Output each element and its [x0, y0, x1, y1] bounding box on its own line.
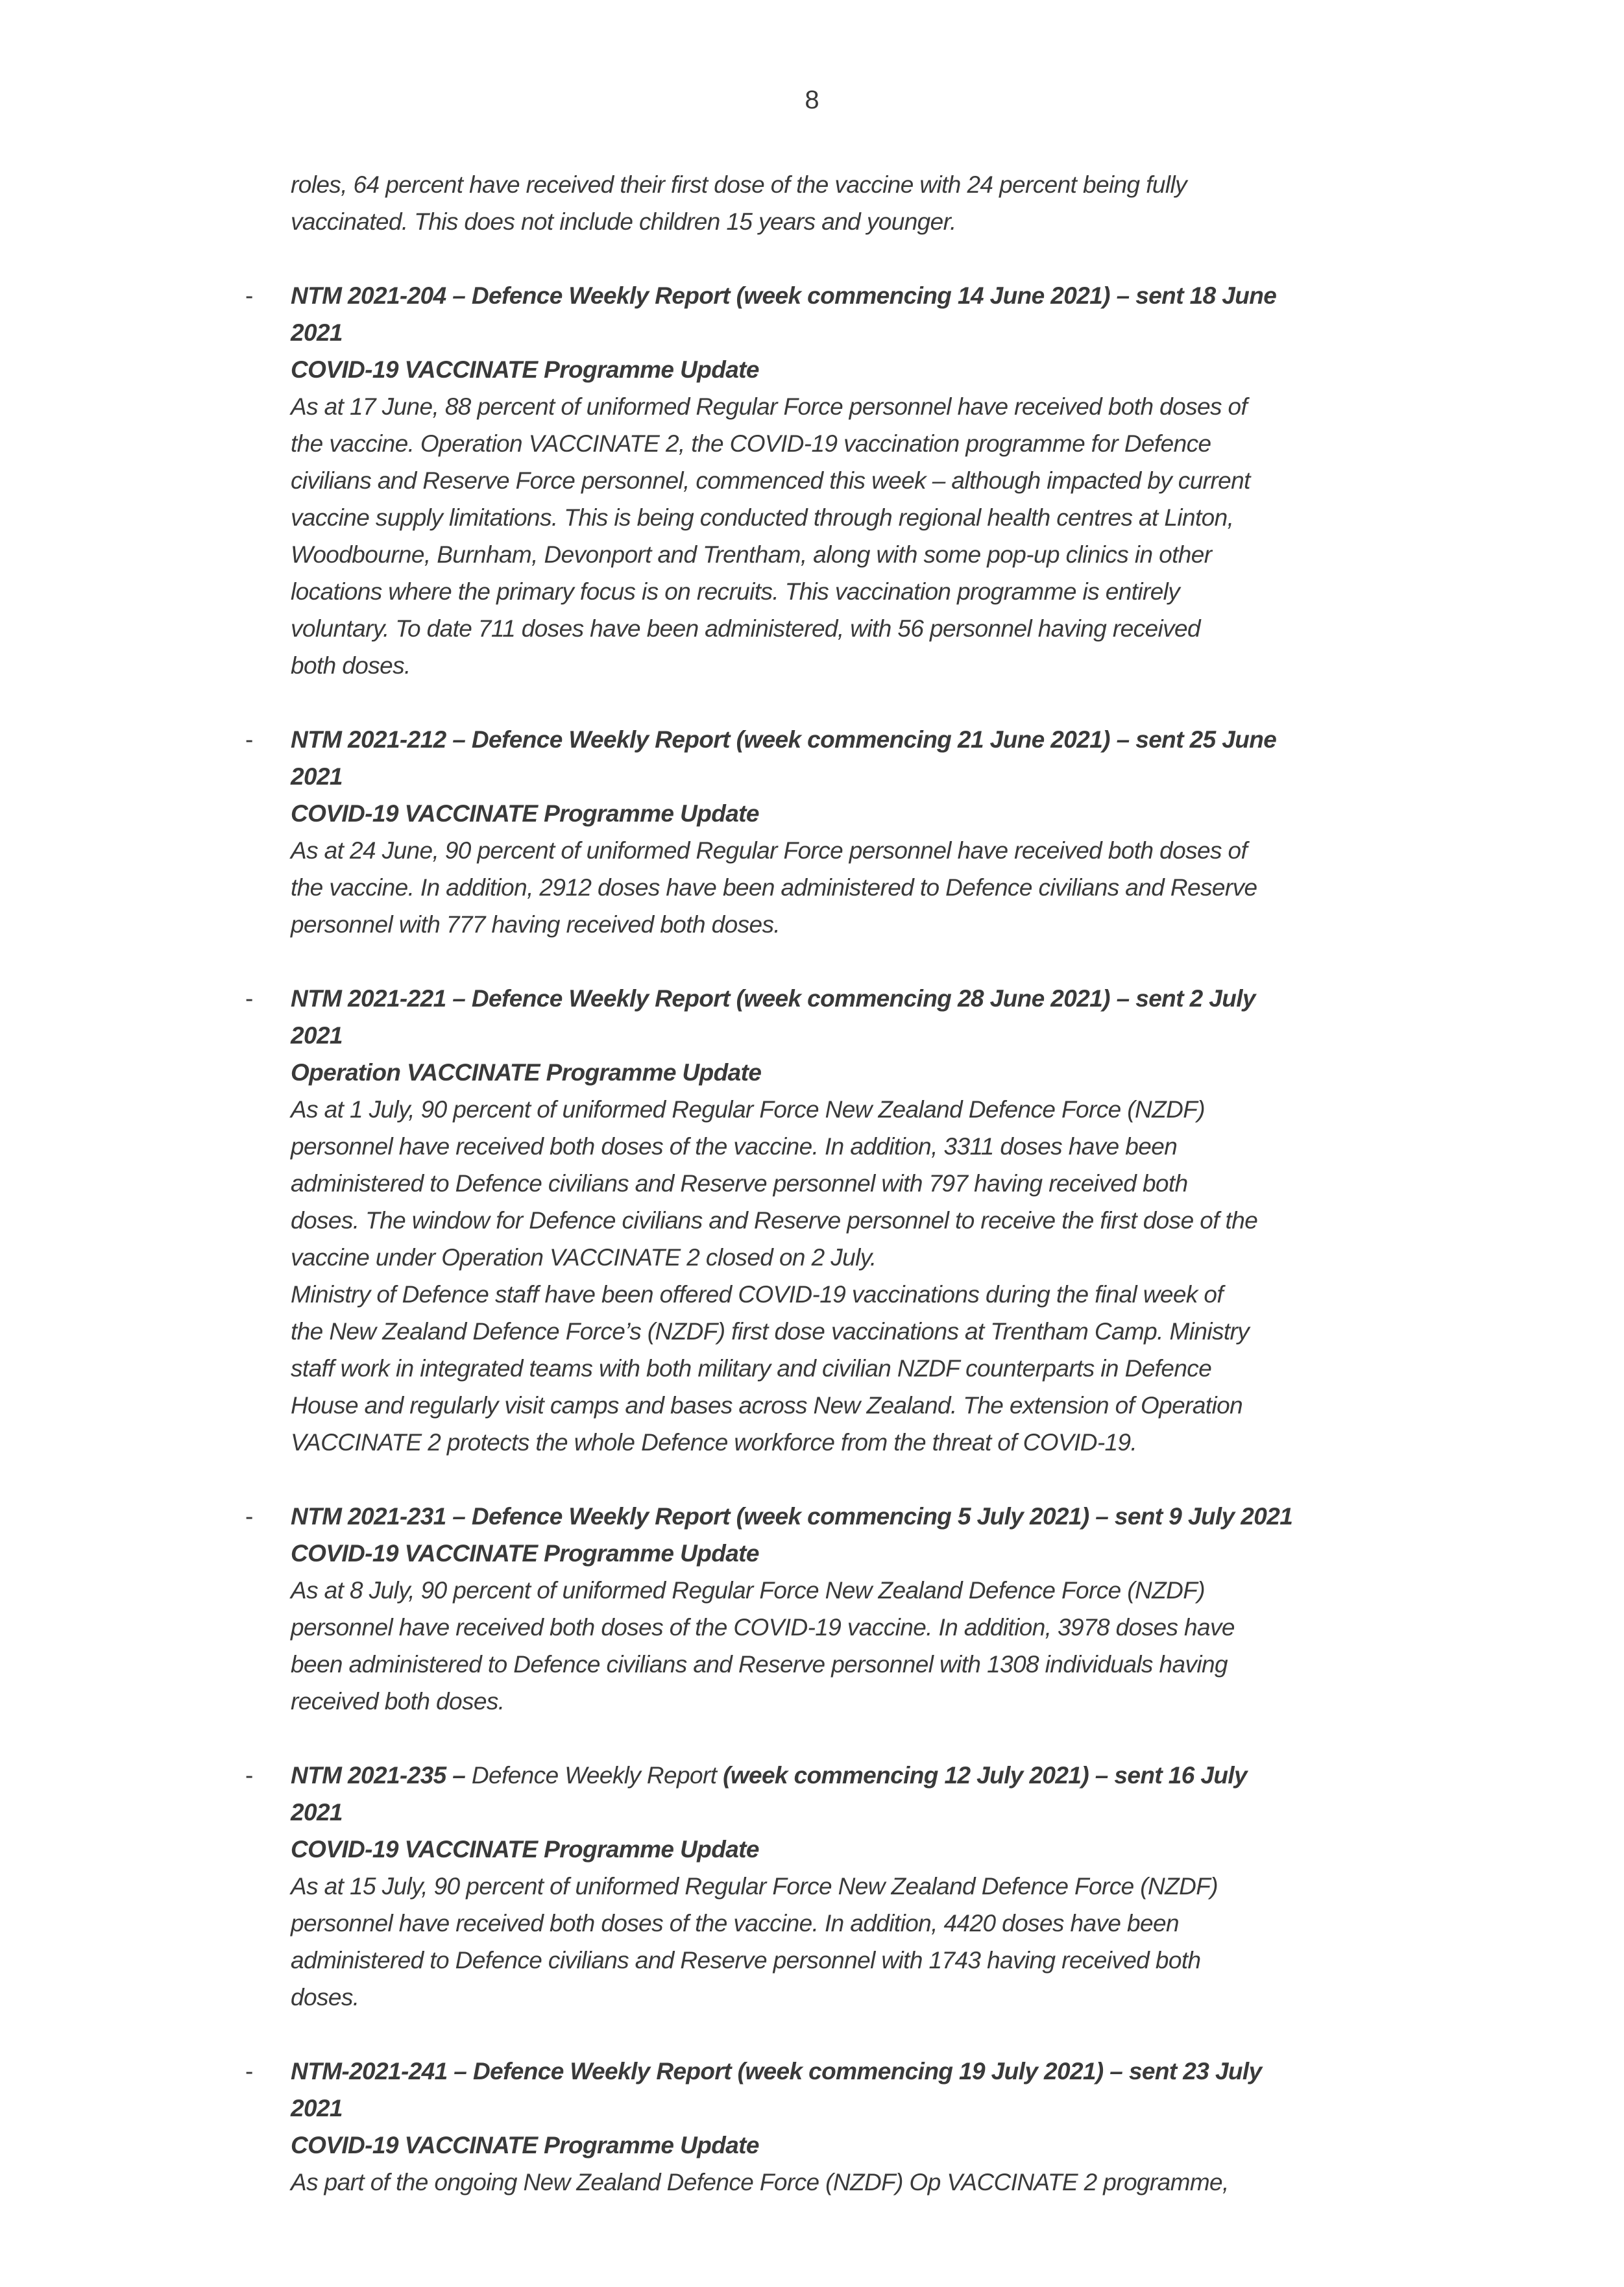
heading-segment: NTM 2021-231 – Defence Weekly Report (week commencing 5 July 2021) – sent 9 July 2021: [291, 1503, 1293, 1530]
body-line: As at 15 July, 90 percent of uniformed Regular Force New Zealand Defence Force (NZDF): [291, 1873, 1218, 1900]
body-line: locations where the primary focus is on recruits. This vaccination programme is entirely: [291, 578, 1180, 605]
spacer: [291, 1720, 1459, 1757]
spacer: [291, 2016, 1459, 2053]
bullet-dash: -: [245, 1503, 254, 1530]
heading-segment: 2021: [291, 1022, 343, 1049]
body-line: vaccine supply limitations. This is being conducted through regional health centres at Linton,: [291, 504, 1234, 531]
spacer: [291, 240, 1459, 277]
heading-segment: (week commencing 12 July 2021) – sent 16 July: [723, 1762, 1248, 1789]
heading-segment: NTM 2021-212 – Defence Weekly Report (week commencing 21 June 2021) – sent 25 June: [291, 726, 1277, 753]
entry-heading-line: [291, 1017, 1459, 1054]
heading-segment: Defence Weekly Report: [465, 1762, 723, 1789]
entry-subheading: COVID-19 VACCINATE Programme Update: [291, 1836, 759, 1863]
bullet-dash: -: [245, 726, 254, 753]
body-line: the vaccine. In addition, 2912 doses have been administered to Defence civilians and Reserve: [291, 874, 1257, 901]
body-line: Woodbourne, Burnham, Devonport and Trentham, along with some pop-up clinics in other: [291, 541, 1212, 568]
report-entry: [245, 277, 1459, 684]
heading-segment: NTM 2021-235 –: [291, 1762, 466, 1789]
report-entry: [245, 980, 1459, 1461]
entry-subheading: COVID-19 VACCINATE Programme Update: [291, 2132, 759, 2159]
report-entry: [245, 2053, 1459, 2201]
heading-segment: 2021: [291, 2095, 343, 2122]
body-line: As at 17 June, 88 percent of uniformed Regular Force personnel have received both doses of: [291, 393, 1248, 420]
entry-subheading: COVID-19 VACCINATE Programme Update: [291, 800, 759, 827]
entry-heading-line: [291, 980, 1459, 1017]
body-line: received both doses.: [291, 1688, 505, 1715]
report-entry: [245, 1498, 1459, 1720]
page-number: 8: [805, 86, 819, 114]
heading-segment: 2021: [291, 319, 343, 346]
body-line: VACCINATE 2 protects the whole Defence workforce from the threat of COVID-19.: [291, 1429, 1137, 1456]
entry-subheading: COVID-19 VACCINATE Programme Update: [291, 1540, 759, 1567]
entry-heading-line: [291, 277, 1459, 314]
entry-heading-line: [291, 2053, 1459, 2090]
bullet-dash: -: [245, 282, 254, 309]
entry-subheading: Operation VACCINATE Programme Update: [291, 1059, 762, 1086]
heading-segment: NTM 2021-221 – Defence Weekly Report (week commencing 28 June 2021) – sent 2 July: [291, 985, 1255, 1012]
heading-segment: NTM-2021-241 – Defence Weekly Report (week commencing 19 July 2021) – sent 23 July: [291, 2058, 1262, 2085]
body-line: personnel with 777 having received both doses.: [291, 911, 781, 938]
body-line: As part of the ongoing New Zealand Defence Force (NZDF) Op VACCINATE 2 programme,: [291, 2169, 1229, 2195]
bullet-dash: -: [245, 1762, 254, 1789]
body-line: vaccinated. This does not include children 15 years and younger.: [291, 208, 956, 235]
heading-segment: 2021: [291, 763, 343, 790]
body-line: administered to Defence civilians and Reserve personnel with 797 having received both: [291, 1170, 1188, 1197]
body-line: voluntary. To date 711 doses have been administered, with 56 personnel having received: [291, 615, 1200, 642]
report-entry: [245, 1757, 1459, 2016]
entry-heading-line: [291, 1498, 1459, 1535]
entry-heading-line: [291, 1794, 1459, 1831]
bullet-dash: -: [245, 2058, 254, 2085]
body-line: the vaccine. Operation VACCINATE 2, the COVID-19 vaccination programme for Defence: [291, 430, 1211, 457]
spacer: [291, 943, 1459, 980]
report-entry: [245, 721, 1459, 943]
body-line: personnel have received both doses of the COVID-19 vaccine. In addition, 3978 doses have: [291, 1614, 1235, 1641]
body-line: roles, 64 percent have received their first dose of the vaccine with 24 percent being fully: [291, 171, 1187, 198]
entry-heading-line: [291, 314, 1459, 351]
bullet-dash: -: [245, 985, 254, 1012]
body-line: both doses.: [291, 652, 411, 679]
body-line: vaccine under Operation VACCINATE 2 closed on 2 July.: [291, 1244, 877, 1271]
entry-subheading: COVID-19 VACCINATE Programme Update: [291, 356, 759, 383]
spacer: [291, 1461, 1459, 1498]
body-line: personnel have received both doses of the vaccine. In addition, 4420 doses have been: [291, 1910, 1179, 1937]
entry-heading-line: [291, 2090, 1459, 2127]
body-line: civilians and Reserve Force personnel, commenced this week – although impacted by current: [291, 467, 1250, 494]
spacer: [291, 684, 1459, 721]
body-line: As at 24 June, 90 percent of uniformed Regular Force personnel have received both doses of: [291, 837, 1248, 864]
body-line: As at 1 July, 90 percent of uniformed Regular Force New Zealand Defence Force (NZDF): [291, 1096, 1205, 1123]
body-line: administered to Defence civilians and Reserve personnel with 1743 having received both: [291, 1947, 1201, 1974]
body-line: As at 8 July, 90 percent of uniformed Regular Force New Zealand Defence Force (NZDF): [291, 1577, 1205, 1604]
heading-segment: NTM 2021-204 – Defence Weekly Report (week commencing 14 June 2021) – sent 18 June: [291, 282, 1277, 309]
body-line: doses.: [291, 1984, 359, 2011]
body-line: Ministry of Defence staff have been offered COVID-19 vaccinations during the final week of: [291, 1281, 1224, 1308]
body-line: staff work in integrated teams with both military and civilian NZDF counterparts in Defence: [291, 1355, 1212, 1382]
body-line: the New Zealand Defence Force’s (NZDF) first dose vaccinations at Trentham Camp. Ministry: [291, 1318, 1250, 1345]
body-line: doses. The window for Defence civilians and Reserve personnel to receive the first dose of the: [291, 1207, 1258, 1234]
entry-heading-line: [291, 758, 1459, 795]
document-body: [245, 166, 1459, 2201]
heading-segment: 2021: [291, 1799, 343, 1826]
entry-heading-line: [291, 721, 1459, 758]
body-line: House and regularly visit camps and bases across New Zealand. The extension of Operation: [291, 1392, 1243, 1419]
body-line: been administered to Defence civilians and Reserve personnel with 1308 individuals having: [291, 1651, 1228, 1678]
entry-heading-line: [291, 1757, 1459, 1794]
body-line: personnel have received both doses of the vaccine. In addition, 3311 doses have been: [291, 1133, 1178, 1160]
